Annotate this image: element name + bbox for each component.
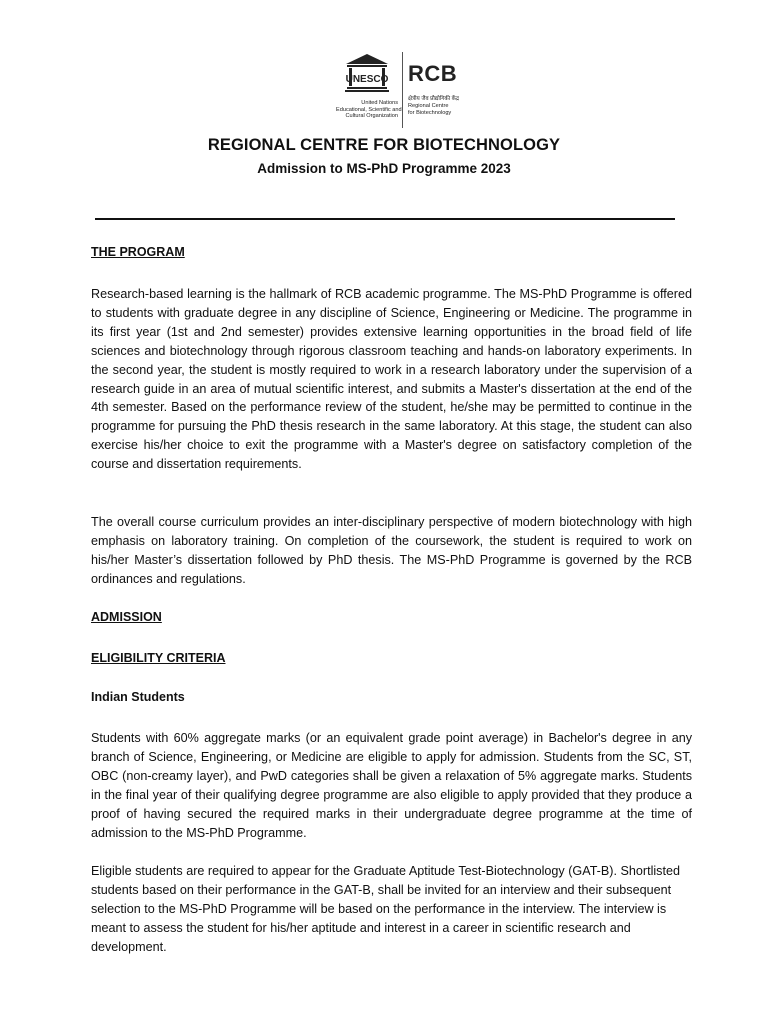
indian-paragraph-2: Eligible students are required to appear for the Graduate Aptitude Test-Biotechnology (GAT-B). Shortlisted students based on their performance in the GAT-B, shall be invited for an interview and their subsequent selection to the MS-PhD Programme will be based on the performance in the interview. The interview is meant to assess the student for his/her aptitude and interest in a career in scientific research and development.	[91, 864, 680, 954]
indian-paragraph-1: Students with 60% aggregate marks (or an equivalent grade point average) in Bachelor's degree in any branch of Science, Engineering, or Medicine are eligible to apply for admission. Students from the SC, ST, OBC (non-creamy layer), and PwD categories shall be given a relaxation of 5% aggregate marks. Students in the final year of their qualifying degree programme are also eligible to apply provided that they produce a proof of having secured the required marks in their undergraduate degree programme at the time of admission to the MS-PhD Programme.	[91, 731, 692, 840]
admission-heading: ADMISSION	[91, 610, 162, 624]
program-paragraph-1: Research-based learning is the hallmark of RCB academic programme. The MS-PhD Programme is offered to students with graduate degree in any discipline of Science, Engineering or Medicine. The programme in its first year (1st and 2nd semester) provides extensive learning opportunities in the broad field of life sciences and biotechnology through rigorous classroom teaching and hands-on laboratory experiments. In the second year, the student is mostly required to work in a research laboratory under the supervision of a research guide in an area of mutual scientific interest, and submits a Master's dissertation at the end of the 4th semester. Based on the performance review of the student, he/she may be permitted to continue in the programme for pursuing the PhD thesis research in the same laboratory. At this stage, the student can also exercise his/her choice to exit the programme with a Master's degree on satisfactory completion of the course and dissertation requirements.	[91, 287, 692, 472]
rcb-line-hindi: क्षेत्रीय जैव प्रौद्योगिकी केंद्र	[408, 96, 459, 102]
header-divider	[95, 218, 675, 220]
rcb-wordmark: RCB	[408, 61, 458, 86]
unesco-wordmark: UNESCO	[345, 74, 389, 85]
unesco-line-3: Cultural Organization	[345, 113, 398, 120]
eligibility-heading: ELIGIBILITY CRITERIA	[91, 651, 226, 665]
unesco-line-1: United Nations	[361, 100, 398, 106]
rcb-line-2: for Biotechnology	[408, 109, 452, 116]
page-subtitle: Admission to MS-PhD Programme 2023	[257, 161, 511, 176]
rcb-line-1: Regional Centre	[408, 102, 449, 109]
program-heading: THE PROGRAM	[91, 245, 185, 259]
indian-students-heading: Indian Students	[91, 690, 185, 704]
logo-divider	[402, 52, 403, 128]
program-paragraph-2: The overall course curriculum provides an inter-disciplinary perspective of modern biotechnology with high emphasis on laboratory training. On completion of the coursework, the student is required to work on his/her Master’s dissertation followed by PhD thesis. The MS-PhD Programme is governed by the RCB ordinances and regulations.	[91, 515, 692, 586]
unesco-temple-icon	[344, 52, 390, 96]
rcb-logo	[408, 62, 478, 128]
unesco-line-2: Educational, Scientific and	[336, 106, 402, 113]
rcb-caption	[408, 96, 478, 116]
header-logos	[336, 52, 476, 128]
page-title: REGIONAL CENTRE FOR BIOTECHNOLOGY	[207, 136, 561, 154]
unesco-caption	[336, 100, 402, 120]
unesco-logo	[336, 52, 402, 128]
